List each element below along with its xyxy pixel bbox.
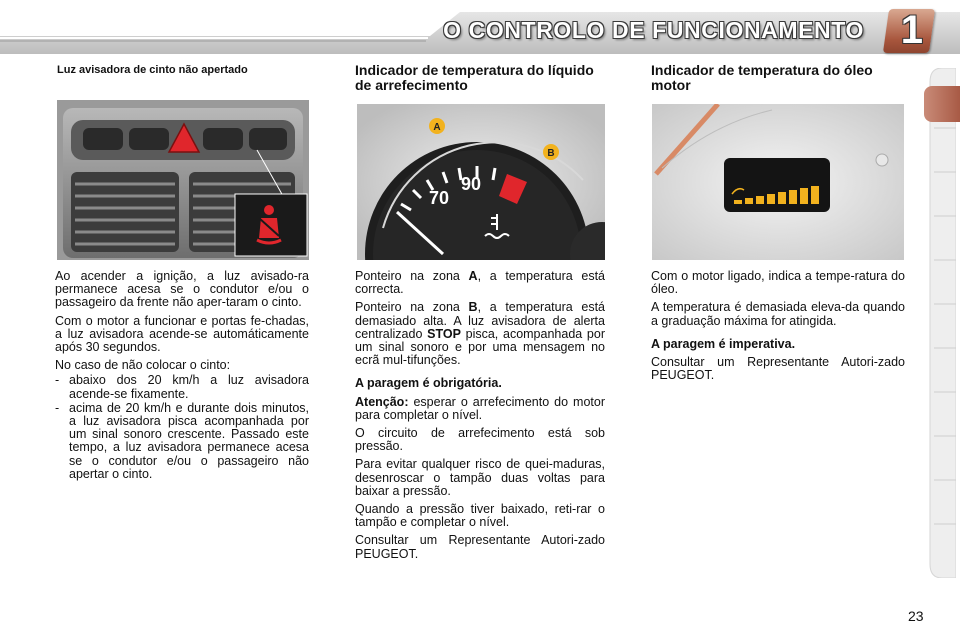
seatbelt-dashboard-image bbox=[57, 100, 309, 260]
seatbelt-caption: Luz avisadora de cinto não apertado bbox=[57, 64, 248, 76]
coolant-paragraph-5: Quando a pressão tiver baixado, reti-rar o tampão e completar o nível. bbox=[355, 502, 605, 530]
coolant-paragraph-4: Para evitar qualquer risco de quei-maduras, desenroscar o tampão duas voltas para baixar a pressão. bbox=[355, 457, 605, 498]
gauge-label-70: 70 bbox=[429, 188, 450, 208]
zone-a-label: A bbox=[433, 122, 441, 133]
seatbelt-paragraph-2: Com o motor a funcionar e portas fe-chadas, a luz avisadora acende-se automáticamente após 30 segundos. bbox=[55, 313, 309, 355]
chapter-tabs bbox=[928, 68, 956, 578]
page-header bbox=[0, 0, 960, 58]
zone-b-label: B bbox=[547, 148, 555, 159]
list-item: - acima de 20 km/h e durante dois minutos, a luz avisadora pisca acompanhada por um sinal sonoro crescente. Passado este tempo, a luz avisadora permanece acesa se o condutor e/ou o passageiro não apertar o cinto. bbox=[55, 400, 309, 481]
coolant-paragraph-6: Consultar um Representante Autori-zado PEUGEOT. bbox=[355, 533, 605, 561]
gauge-label-90: 90 bbox=[461, 174, 482, 194]
oil-heading: Indicador de temperatura do óleo motor bbox=[651, 62, 873, 93]
oil-mandatory-stop: A paragem é imperativa. bbox=[651, 336, 796, 351]
list-item: - abaixo dos 20 km/h a luz avisadora acende-se fixamente. bbox=[55, 373, 309, 401]
oil-paragraph-2: A temperatura é demasiada eleva-da quando a graduação máxima for atingida. bbox=[651, 300, 905, 328]
coolant-heading: Indicador de temperatura do líquido de arrefecimento bbox=[355, 62, 594, 93]
coolant-attention: Atenção: esperar o arrefecimento do motor para completar o nível. bbox=[355, 394, 605, 422]
active-chapter-tab[interactable] bbox=[924, 86, 960, 122]
oil-paragraph-3: Consultar um Representante Autori-zado PEUGEOT. bbox=[651, 355, 905, 383]
seatbelt-text bbox=[55, 270, 309, 482]
coolant-gauge-image bbox=[357, 104, 605, 260]
coolant-text bbox=[355, 270, 605, 566]
seatbelt-list bbox=[55, 374, 309, 481]
seatbelt-paragraph-1: Ao acender a ignição, a luz avisado-ra permanece acesa se o condutor e/ou o passageiro da frente não aper-taram o cinto. bbox=[55, 269, 309, 310]
seatbelt-paragraph-3: No caso de não colocar o cinto: bbox=[55, 358, 231, 373]
chapter-number: 1 bbox=[900, 8, 923, 52]
page-title: O CONTROLO DE FUNCIONAMENTO bbox=[443, 17, 864, 43]
coolant-paragraph-2: Ponteiro na zona B, a temperatura está demasiado alta. A luz avisadora de alerta centralizado STOP pisca, acompanhada por um sinal sonoro e por uma mensagem no ecrã mul-tifunções. bbox=[355, 300, 605, 368]
coolant-paragraph-1: Ponteiro na zona A, a temperatura está correcta. bbox=[355, 269, 605, 297]
oil-text bbox=[651, 270, 905, 387]
coolant-mandatory-stop: A paragem é obrigatória. bbox=[355, 376, 502, 391]
page-number: 23 bbox=[908, 608, 924, 624]
coolant-paragraph-3: O circuito de arrefecimento está sob pressão. bbox=[355, 426, 605, 454]
oil-gauge-image bbox=[652, 104, 904, 260]
oil-paragraph-1: Com o motor ligado, indica a tempe-ratura do óleo. bbox=[651, 269, 905, 297]
